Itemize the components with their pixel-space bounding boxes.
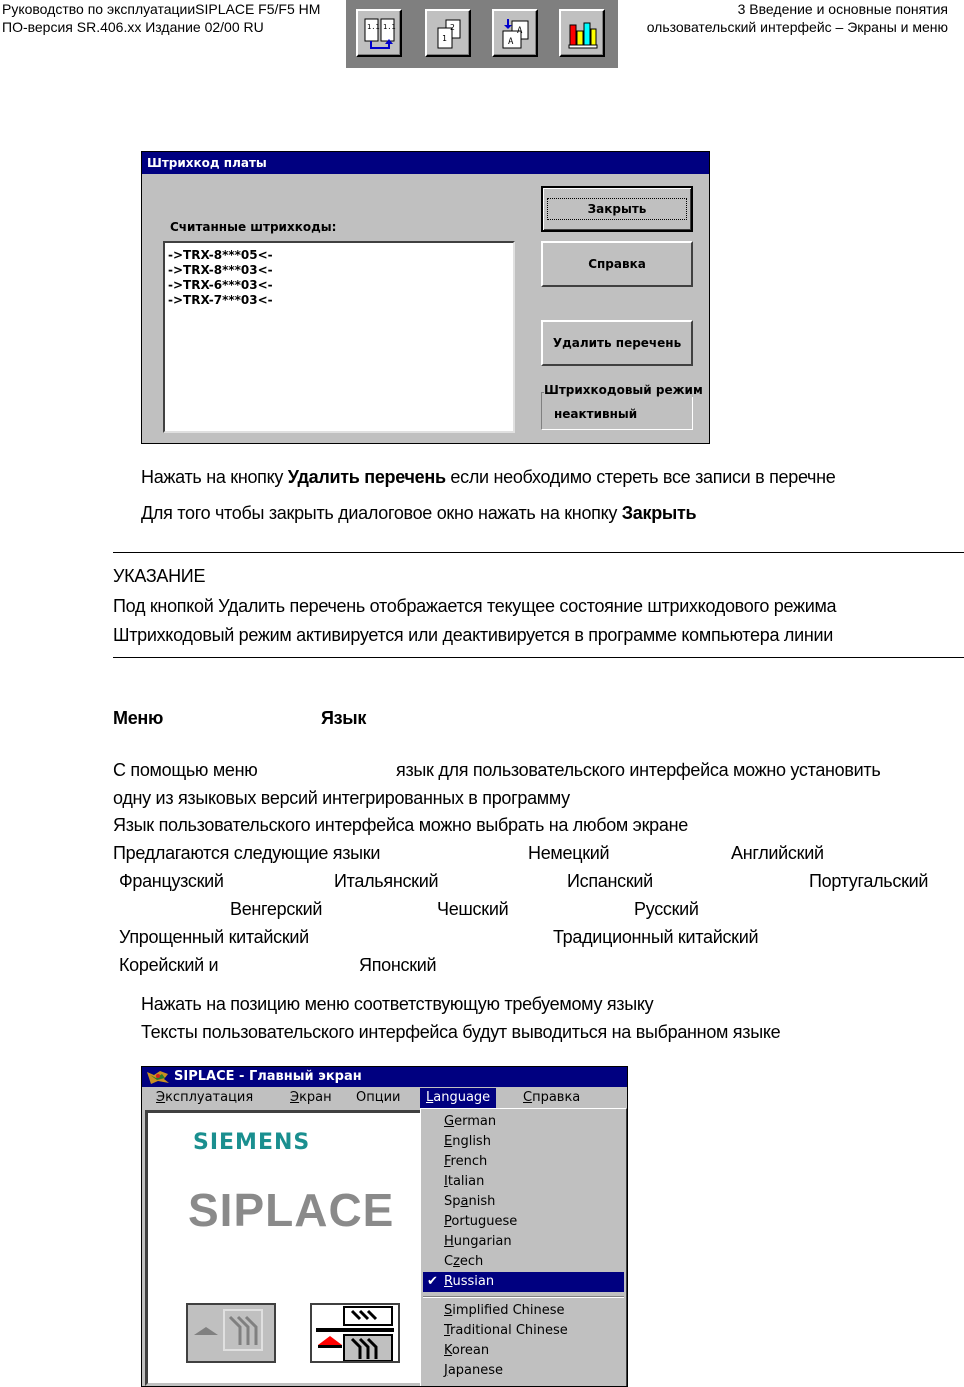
section-heading-menu: Меню (113, 708, 164, 728)
note-line: Под кнопкой Удалить перечень отображается текущее состояние штрихкодового режима (113, 596, 837, 616)
nav-chapter-overview-button[interactable] (356, 9, 402, 57)
menu-help[interactable]: Справка (523, 1090, 581, 1105)
languages-intro: Предлагаются следующие языки (113, 843, 381, 863)
siplace-main-window (141, 1066, 628, 1387)
list-item[interactable]: ->TRX-8***03<- (168, 263, 273, 277)
language-portuguese: Португальский (809, 871, 929, 891)
doc-header-section: ользовательский интерфейс – Экраны и меню (646, 19, 948, 35)
language-german: Немецкий (528, 843, 610, 863)
paragraph-text: Язык пользовательского интерфейса можно выбрать на любом экране (113, 815, 688, 835)
menu-bar (142, 1088, 627, 1108)
paragraph-text: язык для пользовательского интерфейса можно установить (396, 760, 881, 780)
books-icon (567, 17, 599, 51)
svg-text:A: A (508, 37, 514, 47)
step-text: Нажать на позицию меню соответствующую требуемому языку (141, 994, 654, 1014)
menu-item-english[interactable]: English (444, 1134, 491, 1149)
doc-header-version: ПО-версия SR.406.xx Издание 02/00 RU (2, 19, 264, 35)
instruction-clear-list: Нажать на кнопку Удалить перечень если необходимо стереть все записи в перечне (141, 467, 836, 487)
menu-item-french[interactable]: French (444, 1154, 488, 1169)
siplace-logo: SIPLACE (188, 1184, 395, 1236)
language-hungarian: Венгерский (230, 899, 323, 919)
language-italian: Итальянский (334, 871, 439, 891)
clear-list-button[interactable]: Удалить перечень (541, 320, 693, 366)
menu-item-simplified-chinese[interactable]: Simplified Chinese (444, 1303, 565, 1318)
menu-item-portuguese[interactable]: Portuguese (444, 1214, 518, 1229)
transport-icon (312, 1305, 398, 1361)
language-french: Французский (119, 871, 224, 891)
section-heading-language: Язык (321, 708, 367, 728)
menu-item-russian[interactable]: ✔ Russian (423, 1272, 624, 1292)
svg-text:1.1: 1.1 (383, 23, 396, 31)
list-item[interactable]: ->TRX-6***03<- (168, 278, 273, 292)
note-title: УКАЗАНИЕ (113, 566, 206, 586)
language-spanish: Испанский (567, 871, 653, 891)
window-title: SIPLACE - Главный экран (142, 1067, 627, 1087)
svg-text:2: 2 (450, 23, 455, 32)
step-text: Тексты пользовательского интерфейса будут выводиться на выбранном языке (141, 1022, 781, 1042)
svg-text:A: A (517, 26, 523, 36)
menu-item-czech[interactable]: Czech (444, 1254, 484, 1269)
menu-item-korean[interactable]: Korean (444, 1343, 490, 1358)
help-button[interactable]: Справка (541, 241, 693, 287)
language-russian: Русский (634, 899, 699, 919)
barcode-mode-group (541, 383, 703, 430)
pages-icon (433, 17, 465, 51)
paragraph-text: С помощью меню (113, 760, 258, 780)
divider (113, 657, 964, 658)
chapter-overview-icon (364, 17, 396, 51)
language-czech: Чешский (437, 899, 509, 919)
siemens-logo: SIEMENS (193, 1130, 311, 1155)
dialog-title: Штрихкод платы (142, 152, 709, 174)
navigation-toolbar (346, 0, 618, 68)
language-japanese: Японский (359, 955, 437, 975)
instruction-close: Для того чтобы закрыть диалоговое окно нажать на кнопку Закрыть (141, 503, 697, 523)
text-search-icon (500, 17, 532, 51)
menu-operation[interactable]: Эксплуатация (156, 1090, 254, 1105)
svg-text:1.1: 1.1 (367, 23, 380, 31)
divider (113, 552, 964, 553)
doc-header-title: Руководство по эксплуатацииSIPLACE F5/F5 HM (2, 1, 321, 17)
conveyor-up-icon (188, 1305, 274, 1361)
note-line: Штрихкодовый режим активируется или деактивируется в программе компьютера линии (113, 625, 833, 645)
barcode-list-label: Считанные штрихкоды: (170, 220, 337, 234)
language-dropdown-menu (420, 1108, 627, 1387)
language-korean: Корейский и (119, 955, 219, 975)
paragraph-text: одну из языковых версий интегрированных в программу (113, 788, 570, 808)
checkmark-icon: ✔ (427, 1274, 438, 1289)
doc-header-chapter: 3 Введение и основные понятия (737, 1, 948, 17)
barcode-listbox[interactable] (163, 241, 515, 433)
list-item[interactable]: ->TRX-7***03<- (168, 293, 273, 307)
menu-language[interactable]: Language (420, 1088, 496, 1108)
nav-pages-button[interactable] (425, 9, 471, 57)
barcode-dialog (141, 151, 710, 444)
barcode-mode-status: неактивный (554, 407, 638, 421)
language-simplified-chinese: Упрощенный китайский (119, 927, 309, 947)
menu-item-hungarian[interactable]: Hungarian (444, 1234, 512, 1249)
siplace-app-icon (146, 1069, 170, 1085)
barcode-mode-label: Штрихкодовый режим (544, 383, 703, 397)
transport-button[interactable] (310, 1303, 400, 1363)
list-item[interactable]: ->TRX-8***05<- (168, 248, 273, 262)
language-traditional-chinese: Традиционный китайский (553, 927, 759, 947)
close-button[interactable]: Закрыть (541, 186, 693, 232)
menu-item-spanish[interactable]: Spanish (444, 1194, 496, 1209)
svg-text:1: 1 (442, 34, 447, 43)
menu-separator (423, 1296, 624, 1298)
nav-library-button[interactable] (559, 9, 605, 57)
menu-item-german[interactable]: German (444, 1114, 497, 1129)
nav-text-search-button[interactable] (492, 9, 538, 57)
menu-item-traditional-chinese[interactable]: Traditional Chinese (444, 1323, 568, 1338)
menu-screen[interactable]: Экран (290, 1090, 332, 1105)
language-english: Английский (731, 843, 824, 863)
menu-options[interactable]: Опции (356, 1090, 401, 1105)
menu-item-japanese[interactable]: Japanese (444, 1363, 504, 1378)
menu-item-italian[interactable]: Italian (444, 1174, 485, 1189)
conveyor-up-button[interactable] (186, 1303, 276, 1363)
